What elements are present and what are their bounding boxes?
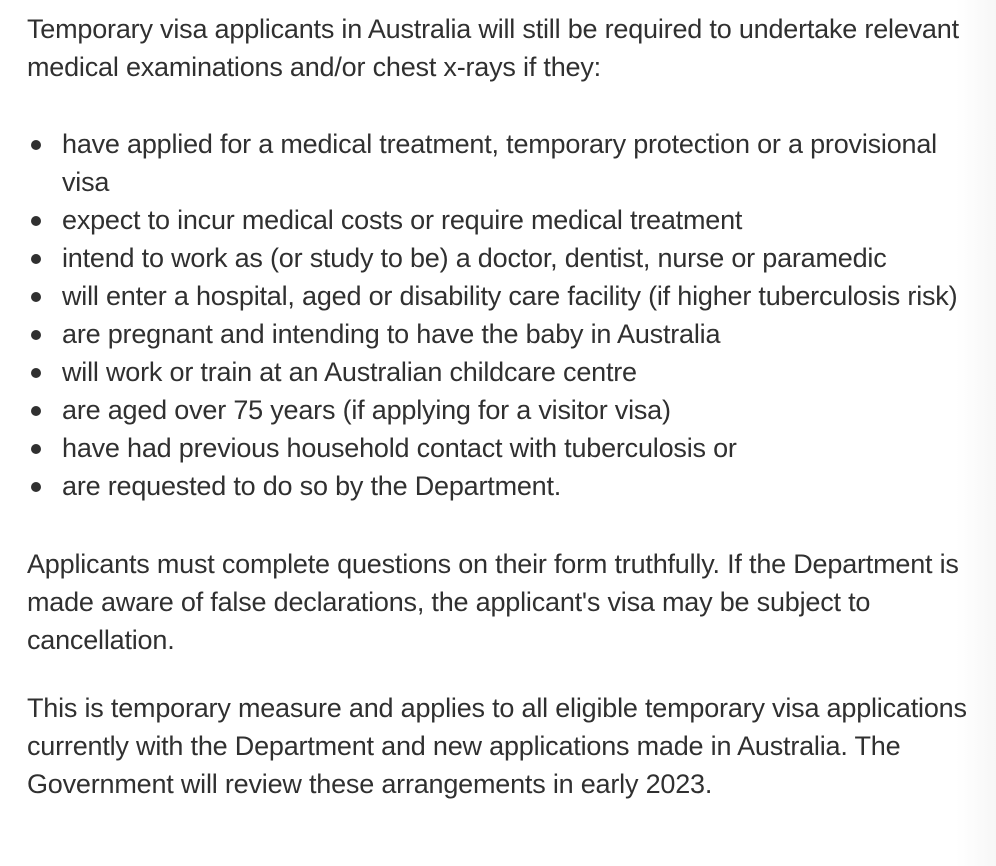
list-item: intend to work as (or study to be) a doctor, dentist, nurse or paramedic <box>62 239 967 277</box>
requirements-list <box>27 125 967 505</box>
list-item: have applied for a medical treatment, temporary protection or a provisional visa <box>62 125 967 201</box>
article-content <box>27 10 967 803</box>
temporary-measure-paragraph: This is temporary measure and applies to all eligible temporary visa applications currently with the Department and new applications made in Australia. The Government will review these arrangements in early 2023. <box>27 693 967 799</box>
list-item: expect to incur medical costs or require medical treatment <box>62 201 967 239</box>
list-item: are pregnant and intending to have the baby in Australia <box>62 315 967 353</box>
list-item: are requested to do so by the Department. <box>62 467 967 505</box>
list-item: have had previous household contact with tuberculosis or <box>62 429 967 467</box>
list-item: are aged over 75 years (if applying for a visitor visa) <box>62 391 967 429</box>
list-item: will work or train at an Australian childcare centre <box>62 353 967 391</box>
declaration-paragraph: Applicants must complete questions on their form truthfully. If the Department is made aware of false declarations, the applicant's visa may be subject to cancellation. <box>27 549 959 655</box>
intro-paragraph: Temporary visa applicants in Australia will still be required to undertake relevant medical examinations and/or chest x-rays if they: <box>27 14 959 82</box>
list-item: will enter a hospital, aged or disability care facility (if higher tuberculosis risk) <box>62 277 967 315</box>
